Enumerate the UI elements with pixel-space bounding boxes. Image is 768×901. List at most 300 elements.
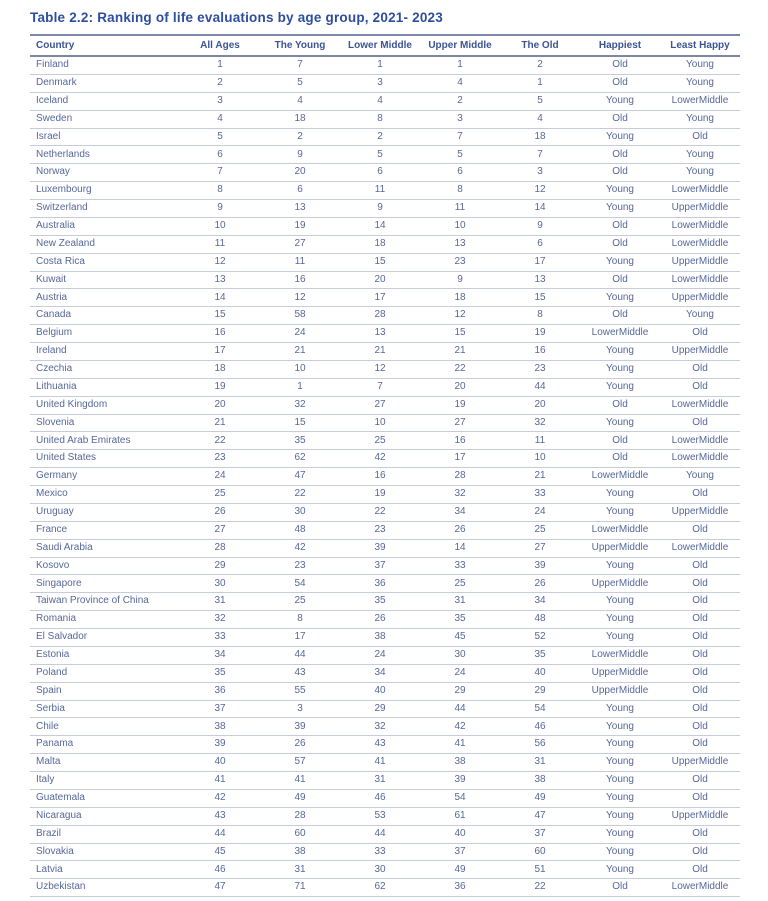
- cell-the_young: 7: [260, 56, 340, 74]
- cell-happiest: Young: [580, 128, 660, 146]
- cell-upper_middle: 28: [420, 468, 500, 486]
- table-row: [30, 486, 740, 504]
- cell-the_young: 48: [260, 521, 340, 539]
- cell-the_young: 55: [260, 682, 340, 700]
- cell-least_happy: Old: [660, 325, 740, 343]
- cell-lower_middle: 26: [340, 611, 420, 629]
- cell-all_ages: 25: [180, 486, 260, 504]
- cell-lower_middle: 18: [340, 235, 420, 253]
- table-row: [30, 468, 740, 486]
- cell-country: United Arab Emirates: [30, 432, 180, 450]
- cell-happiest: UpperMiddle: [580, 575, 660, 593]
- table-row: [30, 378, 740, 396]
- cell-least_happy: Old: [660, 861, 740, 879]
- cell-country: Netherlands: [30, 146, 180, 164]
- cell-the_old: 54: [500, 700, 580, 718]
- cell-happiest: Young: [580, 200, 660, 218]
- cell-happiest: Old: [580, 235, 660, 253]
- cell-the_young: 4: [260, 92, 340, 110]
- cell-upper_middle: 32: [420, 486, 500, 504]
- cell-least_happy: Old: [660, 414, 740, 432]
- table-row: [30, 110, 740, 128]
- cell-country: New Zealand: [30, 235, 180, 253]
- cell-least_happy: Old: [660, 789, 740, 807]
- cell-country: Czechia: [30, 360, 180, 378]
- table-row: [30, 754, 740, 772]
- cell-least_happy: LowerMiddle: [660, 92, 740, 110]
- table-row: [30, 146, 740, 164]
- cell-lower_middle: 19: [340, 486, 420, 504]
- rankings-table: [30, 34, 740, 897]
- cell-lower_middle: 32: [340, 718, 420, 736]
- table-row: [30, 843, 740, 861]
- cell-happiest: Young: [580, 825, 660, 843]
- table-row: [30, 772, 740, 790]
- cell-all_ages: 20: [180, 396, 260, 414]
- cell-the_young: 17: [260, 629, 340, 647]
- cell-happiest: Old: [580, 146, 660, 164]
- cell-all_ages: 1: [180, 56, 260, 74]
- cell-the_old: 24: [500, 503, 580, 521]
- cell-happiest: LowerMiddle: [580, 325, 660, 343]
- cell-the_young: 32: [260, 396, 340, 414]
- cell-all_ages: 2: [180, 74, 260, 92]
- cell-the_young: 6: [260, 182, 340, 200]
- cell-happiest: Young: [580, 92, 660, 110]
- cell-all_ages: 29: [180, 557, 260, 575]
- cell-the_young: 30: [260, 503, 340, 521]
- table-row: [30, 235, 740, 253]
- cell-the_young: 19: [260, 217, 340, 235]
- cell-lower_middle: 43: [340, 736, 420, 754]
- cell-the_old: 32: [500, 414, 580, 432]
- cell-lower_middle: 6: [340, 164, 420, 182]
- cell-country: Ireland: [30, 343, 180, 361]
- cell-the_old: 25: [500, 521, 580, 539]
- cell-all_ages: 34: [180, 646, 260, 664]
- cell-least_happy: Old: [660, 486, 740, 504]
- cell-the_old: 23: [500, 360, 580, 378]
- cell-the_young: 22: [260, 486, 340, 504]
- cell-least_happy: UpperMiddle: [660, 503, 740, 521]
- table-row: [30, 521, 740, 539]
- cell-all_ages: 18: [180, 360, 260, 378]
- column-header-lower-middle: Lower Middle: [340, 35, 420, 56]
- cell-upper_middle: 34: [420, 503, 500, 521]
- cell-the_young: 3: [260, 700, 340, 718]
- cell-happiest: Old: [580, 217, 660, 235]
- column-header-country: Country: [30, 35, 180, 56]
- cell-country: Finland: [30, 56, 180, 74]
- cell-upper_middle: 49: [420, 861, 500, 879]
- cell-country: Germany: [30, 468, 180, 486]
- cell-upper_middle: 23: [420, 253, 500, 271]
- cell-the_young: 20: [260, 164, 340, 182]
- cell-all_ages: 32: [180, 611, 260, 629]
- cell-country: Latvia: [30, 861, 180, 879]
- cell-least_happy: Young: [660, 164, 740, 182]
- cell-all_ages: 5: [180, 128, 260, 146]
- cell-all_ages: 21: [180, 414, 260, 432]
- cell-least_happy: Old: [660, 360, 740, 378]
- cell-happiest: Old: [580, 450, 660, 468]
- cell-all_ages: 45: [180, 843, 260, 861]
- cell-lower_middle: 34: [340, 664, 420, 682]
- cell-happiest: Young: [580, 378, 660, 396]
- cell-happiest: Young: [580, 486, 660, 504]
- cell-least_happy: Old: [660, 611, 740, 629]
- cell-least_happy: Old: [660, 718, 740, 736]
- cell-the_young: 60: [260, 825, 340, 843]
- cell-the_young: 28: [260, 807, 340, 825]
- cell-upper_middle: 18: [420, 289, 500, 307]
- cell-lower_middle: 25: [340, 432, 420, 450]
- table-row: [30, 593, 740, 611]
- cell-country: Costa Rica: [30, 253, 180, 271]
- table-row: [30, 360, 740, 378]
- cell-the_young: 71: [260, 879, 340, 897]
- cell-happiest: Young: [580, 843, 660, 861]
- cell-the_young: 13: [260, 200, 340, 218]
- cell-all_ages: 35: [180, 664, 260, 682]
- cell-all_ages: 9: [180, 200, 260, 218]
- cell-the_young: 9: [260, 146, 340, 164]
- cell-the_old: 51: [500, 861, 580, 879]
- table-body: [30, 56, 740, 897]
- cell-happiest: Young: [580, 754, 660, 772]
- cell-least_happy: LowerMiddle: [660, 235, 740, 253]
- cell-the_young: 25: [260, 593, 340, 611]
- cell-lower_middle: 37: [340, 557, 420, 575]
- cell-happiest: Young: [580, 718, 660, 736]
- cell-the_old: 26: [500, 575, 580, 593]
- cell-the_old: 5: [500, 92, 580, 110]
- cell-lower_middle: 38: [340, 629, 420, 647]
- cell-country: Canada: [30, 307, 180, 325]
- cell-lower_middle: 21: [340, 343, 420, 361]
- cell-the_young: 57: [260, 754, 340, 772]
- table-row: [30, 718, 740, 736]
- cell-least_happy: LowerMiddle: [660, 182, 740, 200]
- table-row: [30, 253, 740, 271]
- cell-the_old: 17: [500, 253, 580, 271]
- cell-country: Panama: [30, 736, 180, 754]
- cell-the_young: 10: [260, 360, 340, 378]
- cell-upper_middle: 31: [420, 593, 500, 611]
- cell-country: Estonia: [30, 646, 180, 664]
- cell-upper_middle: 2: [420, 92, 500, 110]
- cell-all_ages: 16: [180, 325, 260, 343]
- cell-all_ages: 31: [180, 593, 260, 611]
- cell-least_happy: Old: [660, 700, 740, 718]
- table-row: [30, 700, 740, 718]
- cell-lower_middle: 27: [340, 396, 420, 414]
- cell-the_old: 20: [500, 396, 580, 414]
- cell-lower_middle: 10: [340, 414, 420, 432]
- cell-all_ages: 28: [180, 539, 260, 557]
- cell-happiest: Young: [580, 700, 660, 718]
- cell-the_old: 37: [500, 825, 580, 843]
- cell-all_ages: 3: [180, 92, 260, 110]
- cell-upper_middle: 40: [420, 825, 500, 843]
- cell-the_young: 62: [260, 450, 340, 468]
- cell-least_happy: Old: [660, 825, 740, 843]
- cell-the_young: 39: [260, 718, 340, 736]
- table-row: [30, 807, 740, 825]
- cell-country: Austria: [30, 289, 180, 307]
- table-row: [30, 307, 740, 325]
- cell-upper_middle: 15: [420, 325, 500, 343]
- cell-upper_middle: 3: [420, 110, 500, 128]
- cell-all_ages: 44: [180, 825, 260, 843]
- cell-least_happy: LowerMiddle: [660, 450, 740, 468]
- cell-the_young: 27: [260, 235, 340, 253]
- cell-upper_middle: 1: [420, 56, 500, 74]
- cell-upper_middle: 45: [420, 629, 500, 647]
- cell-upper_middle: 44: [420, 700, 500, 718]
- cell-happiest: Young: [580, 360, 660, 378]
- cell-least_happy: UpperMiddle: [660, 754, 740, 772]
- cell-lower_middle: 40: [340, 682, 420, 700]
- cell-happiest: UpperMiddle: [580, 664, 660, 682]
- cell-happiest: UpperMiddle: [580, 539, 660, 557]
- table-row: [30, 557, 740, 575]
- cell-the_young: 23: [260, 557, 340, 575]
- cell-happiest: Young: [580, 789, 660, 807]
- cell-lower_middle: 22: [340, 503, 420, 521]
- cell-lower_middle: 3: [340, 74, 420, 92]
- cell-upper_middle: 22: [420, 360, 500, 378]
- cell-upper_middle: 10: [420, 217, 500, 235]
- cell-the_young: 5: [260, 74, 340, 92]
- cell-happiest: Old: [580, 271, 660, 289]
- cell-lower_middle: 17: [340, 289, 420, 307]
- cell-the_old: 7: [500, 146, 580, 164]
- cell-the_young: 54: [260, 575, 340, 593]
- table-row: [30, 128, 740, 146]
- cell-least_happy: Old: [660, 593, 740, 611]
- cell-upper_middle: 24: [420, 664, 500, 682]
- cell-least_happy: Old: [660, 646, 740, 664]
- cell-the_old: 44: [500, 378, 580, 396]
- cell-lower_middle: 53: [340, 807, 420, 825]
- cell-the_old: 22: [500, 879, 580, 897]
- cell-lower_middle: 20: [340, 271, 420, 289]
- cell-country: Saudi Arabia: [30, 539, 180, 557]
- cell-the_old: 9: [500, 217, 580, 235]
- cell-all_ages: 8: [180, 182, 260, 200]
- cell-happiest: Young: [580, 861, 660, 879]
- cell-lower_middle: 44: [340, 825, 420, 843]
- table-row: [30, 825, 740, 843]
- cell-lower_middle: 4: [340, 92, 420, 110]
- cell-happiest: Young: [580, 772, 660, 790]
- cell-country: El Salvador: [30, 629, 180, 647]
- cell-upper_middle: 11: [420, 200, 500, 218]
- cell-the_young: 35: [260, 432, 340, 450]
- cell-lower_middle: 31: [340, 772, 420, 790]
- cell-all_ages: 23: [180, 450, 260, 468]
- cell-country: Iceland: [30, 92, 180, 110]
- cell-country: Switzerland: [30, 200, 180, 218]
- cell-the_old: 52: [500, 629, 580, 647]
- cell-lower_middle: 46: [340, 789, 420, 807]
- cell-the_old: 35: [500, 646, 580, 664]
- column-header-happiest: Happiest: [580, 35, 660, 56]
- table-row: [30, 396, 740, 414]
- table-row: [30, 682, 740, 700]
- cell-lower_middle: 30: [340, 861, 420, 879]
- table-row: [30, 503, 740, 521]
- cell-the_old: 31: [500, 754, 580, 772]
- table-header-row: [30, 35, 740, 56]
- cell-country: Romania: [30, 611, 180, 629]
- cell-upper_middle: 42: [420, 718, 500, 736]
- cell-upper_middle: 13: [420, 235, 500, 253]
- cell-happiest: Old: [580, 164, 660, 182]
- column-header-all-ages: All Ages: [180, 35, 260, 56]
- cell-country: Uzbekistan: [30, 879, 180, 897]
- cell-happiest: Young: [580, 343, 660, 361]
- cell-happiest: Young: [580, 593, 660, 611]
- cell-all_ages: 24: [180, 468, 260, 486]
- table-row: [30, 450, 740, 468]
- cell-happiest: Young: [580, 253, 660, 271]
- cell-upper_middle: 61: [420, 807, 500, 825]
- table-row: [30, 325, 740, 343]
- cell-lower_middle: 29: [340, 700, 420, 718]
- cell-all_ages: 41: [180, 772, 260, 790]
- column-header-the-young: The Young: [260, 35, 340, 56]
- table-row: [30, 92, 740, 110]
- cell-lower_middle: 7: [340, 378, 420, 396]
- cell-least_happy: Young: [660, 146, 740, 164]
- cell-all_ages: 13: [180, 271, 260, 289]
- cell-upper_middle: 54: [420, 789, 500, 807]
- cell-lower_middle: 36: [340, 575, 420, 593]
- cell-country: Lithuania: [30, 378, 180, 396]
- cell-least_happy: Old: [660, 378, 740, 396]
- cell-happiest: LowerMiddle: [580, 521, 660, 539]
- cell-lower_middle: 28: [340, 307, 420, 325]
- cell-the_young: 44: [260, 646, 340, 664]
- cell-the_old: 12: [500, 182, 580, 200]
- cell-least_happy: Old: [660, 521, 740, 539]
- cell-least_happy: Old: [660, 772, 740, 790]
- cell-country: Brazil: [30, 825, 180, 843]
- cell-least_happy: Old: [660, 575, 740, 593]
- cell-the_young: 2: [260, 128, 340, 146]
- cell-country: Slovenia: [30, 414, 180, 432]
- cell-country: Serbia: [30, 700, 180, 718]
- cell-happiest: Young: [580, 414, 660, 432]
- cell-all_ages: 17: [180, 343, 260, 361]
- table-row: [30, 539, 740, 557]
- cell-the_young: 26: [260, 736, 340, 754]
- cell-country: Singapore: [30, 575, 180, 593]
- cell-least_happy: Old: [660, 557, 740, 575]
- cell-the_young: 31: [260, 861, 340, 879]
- cell-happiest: Young: [580, 629, 660, 647]
- table-row: [30, 414, 740, 432]
- cell-all_ages: 19: [180, 378, 260, 396]
- cell-all_ages: 12: [180, 253, 260, 271]
- cell-the_old: 29: [500, 682, 580, 700]
- cell-country: United States: [30, 450, 180, 468]
- cell-the_old: 33: [500, 486, 580, 504]
- cell-happiest: Young: [580, 557, 660, 575]
- cell-all_ages: 46: [180, 861, 260, 879]
- cell-lower_middle: 42: [340, 450, 420, 468]
- cell-happiest: Young: [580, 503, 660, 521]
- cell-country: Chile: [30, 718, 180, 736]
- cell-upper_middle: 20: [420, 378, 500, 396]
- cell-country: Slovakia: [30, 843, 180, 861]
- cell-happiest: LowerMiddle: [580, 468, 660, 486]
- cell-the_old: 39: [500, 557, 580, 575]
- cell-the_young: 21: [260, 343, 340, 361]
- cell-all_ages: 40: [180, 754, 260, 772]
- cell-least_happy: LowerMiddle: [660, 217, 740, 235]
- cell-country: Norway: [30, 164, 180, 182]
- table-row: [30, 182, 740, 200]
- cell-country: Uruguay: [30, 503, 180, 521]
- table-row: [30, 575, 740, 593]
- cell-country: Taiwan Province of China: [30, 593, 180, 611]
- cell-happiest: Young: [580, 736, 660, 754]
- cell-all_ages: 42: [180, 789, 260, 807]
- cell-all_ages: 26: [180, 503, 260, 521]
- cell-the_young: 58: [260, 307, 340, 325]
- cell-upper_middle: 29: [420, 682, 500, 700]
- cell-upper_middle: 6: [420, 164, 500, 182]
- cell-the_young: 42: [260, 539, 340, 557]
- cell-upper_middle: 36: [420, 879, 500, 897]
- cell-least_happy: LowerMiddle: [660, 271, 740, 289]
- cell-country: Israel: [30, 128, 180, 146]
- cell-least_happy: UpperMiddle: [660, 289, 740, 307]
- table-header: [30, 35, 740, 56]
- table-row: [30, 74, 740, 92]
- cell-the_old: 56: [500, 736, 580, 754]
- cell-upper_middle: 37: [420, 843, 500, 861]
- cell-all_ages: 10: [180, 217, 260, 235]
- cell-upper_middle: 4: [420, 74, 500, 92]
- cell-the_young: 11: [260, 253, 340, 271]
- cell-the_old: 1: [500, 74, 580, 92]
- cell-upper_middle: 41: [420, 736, 500, 754]
- table-row: [30, 629, 740, 647]
- cell-the_old: 13: [500, 271, 580, 289]
- cell-country: Australia: [30, 217, 180, 235]
- cell-upper_middle: 7: [420, 128, 500, 146]
- cell-least_happy: LowerMiddle: [660, 539, 740, 557]
- cell-happiest: UpperMiddle: [580, 682, 660, 700]
- cell-the_old: 16: [500, 343, 580, 361]
- cell-the_old: 34: [500, 593, 580, 611]
- cell-lower_middle: 14: [340, 217, 420, 235]
- cell-least_happy: Young: [660, 74, 740, 92]
- cell-lower_middle: 16: [340, 468, 420, 486]
- cell-the_young: 43: [260, 664, 340, 682]
- cell-upper_middle: 25: [420, 575, 500, 593]
- cell-happiest: Young: [580, 289, 660, 307]
- table-row: [30, 879, 740, 897]
- cell-least_happy: Young: [660, 56, 740, 74]
- cell-the_old: 38: [500, 772, 580, 790]
- table-row: [30, 861, 740, 879]
- cell-least_happy: Old: [660, 682, 740, 700]
